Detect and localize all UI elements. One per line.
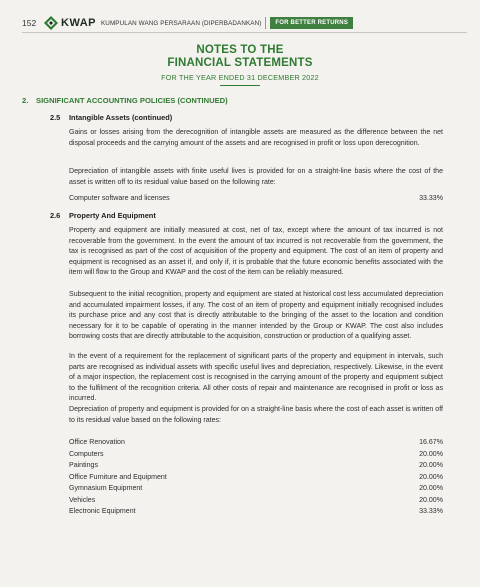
rate-label: Gymnasium Equipment xyxy=(69,485,143,492)
section-number: 2. xyxy=(22,96,29,105)
agency-name: KUMPULAN WANG PERSARAAN (DIPERBADANKAN) xyxy=(101,19,262,27)
paragraph: In the event of a requirement for the replacement of significant parts of the property and equipment in intervals, such parts are recognised as individual assets with specific useful lives and depreciation, respectively. Likewise, in the event of a major inspection, the replacement cost is recognised in the carrying amount of the property and equipment subject to the fulfilment of the recognition criteria. All other costs of repair and maintenance are recognised in profit or loss as incurred. xyxy=(69,353,443,403)
header-separator xyxy=(265,17,266,29)
rate-value: 16.67% xyxy=(419,439,443,446)
rate-label: Paintings xyxy=(69,462,98,469)
page-number: 152 xyxy=(22,18,37,28)
rate-value: 20.00% xyxy=(419,496,443,504)
rate-row xyxy=(69,195,443,202)
page-header xyxy=(22,14,353,32)
page-title-line1: NOTES TO THE xyxy=(196,44,284,56)
depreciation-rates-list xyxy=(69,437,443,518)
paragraph: Subsequent to the initial recognition, property and equipment are stated at historical cost less accumulated depreciation and accumulated impairment losses, if any. The cost of an item of property and equipment initially recognised includes its purchase price and any cost that is directly attributable to the bringing of the asset to the location and condition necessary for it to be capable of operating in the manner intended by the Group or KWAP. The cost also includes borrowing costs that are directly attributable to the acquisition, construction or production of a qualifying asset. xyxy=(69,291,443,341)
subsection-number: 2.5 xyxy=(50,113,61,122)
subsection-heading-2-6 xyxy=(50,211,156,220)
list-item xyxy=(69,506,443,518)
list-item xyxy=(69,437,443,449)
rate-value: 20.00% xyxy=(419,462,443,469)
rate-value: 20.00% xyxy=(419,450,443,458)
rate-label: Computers xyxy=(69,450,104,458)
list-item xyxy=(69,472,443,484)
title-block xyxy=(0,44,480,86)
paragraph: Property and equipment are initially measured at cost, net of tax, except where the amount of tax incurred is not recoverable from the government. In the event the amount of tax incurred is not recoverable from the government, the tax is recognised as part of the cost of acquisition of the property and equipment. The cost of an item of property and equipment is recognised as an asset if, and only if, it is probable that the future economic benefits associated with the item will flow to the Group and KWAP and the cost of the item can be reliably measured. xyxy=(69,227,443,277)
section-heading xyxy=(22,96,228,105)
paragraph: Depreciation of intangible assets with finite useful lives is provided for on a straight-line basis where the cost of the asset is written off to its residual value based on the following rate: xyxy=(69,168,443,186)
kwap-logo-icon xyxy=(44,16,58,30)
section-title: SIGNIFICANT ACCOUNTING POLICIES (CONTINUED) xyxy=(36,96,228,105)
rate-label: Electronic Equipment xyxy=(69,508,136,515)
list-item xyxy=(69,460,443,472)
subsection-title: Intangible Assets (continued) xyxy=(69,113,173,122)
rate-value: 33.33% xyxy=(419,508,443,515)
list-item xyxy=(69,449,443,461)
subsection-title: Property And Equipment xyxy=(69,211,156,220)
rate-label: Office Renovation xyxy=(69,439,125,446)
rate-label: Vehicles xyxy=(69,496,96,504)
logo-text: KWAP xyxy=(61,17,96,29)
subsection-heading-2-5 xyxy=(50,113,172,122)
rate-value: 20.00% xyxy=(419,485,443,492)
list-item xyxy=(69,483,443,495)
rate-label: Computer software and licenses xyxy=(69,195,170,202)
rate-value: 20.00% xyxy=(419,473,443,481)
rate-label: Office Furniture and Equipment xyxy=(69,473,167,481)
page-subtitle: FOR THE YEAR ENDED 31 DECEMBER 2022 xyxy=(161,73,319,82)
rate-value: 33.33% xyxy=(419,195,443,202)
tagline-badge: FOR BETTER RETURNS xyxy=(270,17,353,29)
paragraph: Depreciation of property and equipment is provided for on a straight-line basis where the cost of each asset is written off to its residual value based on the following rates: xyxy=(69,406,443,424)
paragraph: Gains or losses arising from the derecognition of intangible assets are measured as the difference between the net disposal proceeds and the carrying amount of the assets and are recognised in profit or loss upon derecognition. xyxy=(69,129,443,147)
page-title-line2: FINANCIAL STATEMENTS xyxy=(167,57,313,69)
list-item xyxy=(69,495,443,507)
title-underline xyxy=(220,85,260,86)
header-divider xyxy=(22,32,467,33)
subsection-number: 2.6 xyxy=(50,211,61,220)
